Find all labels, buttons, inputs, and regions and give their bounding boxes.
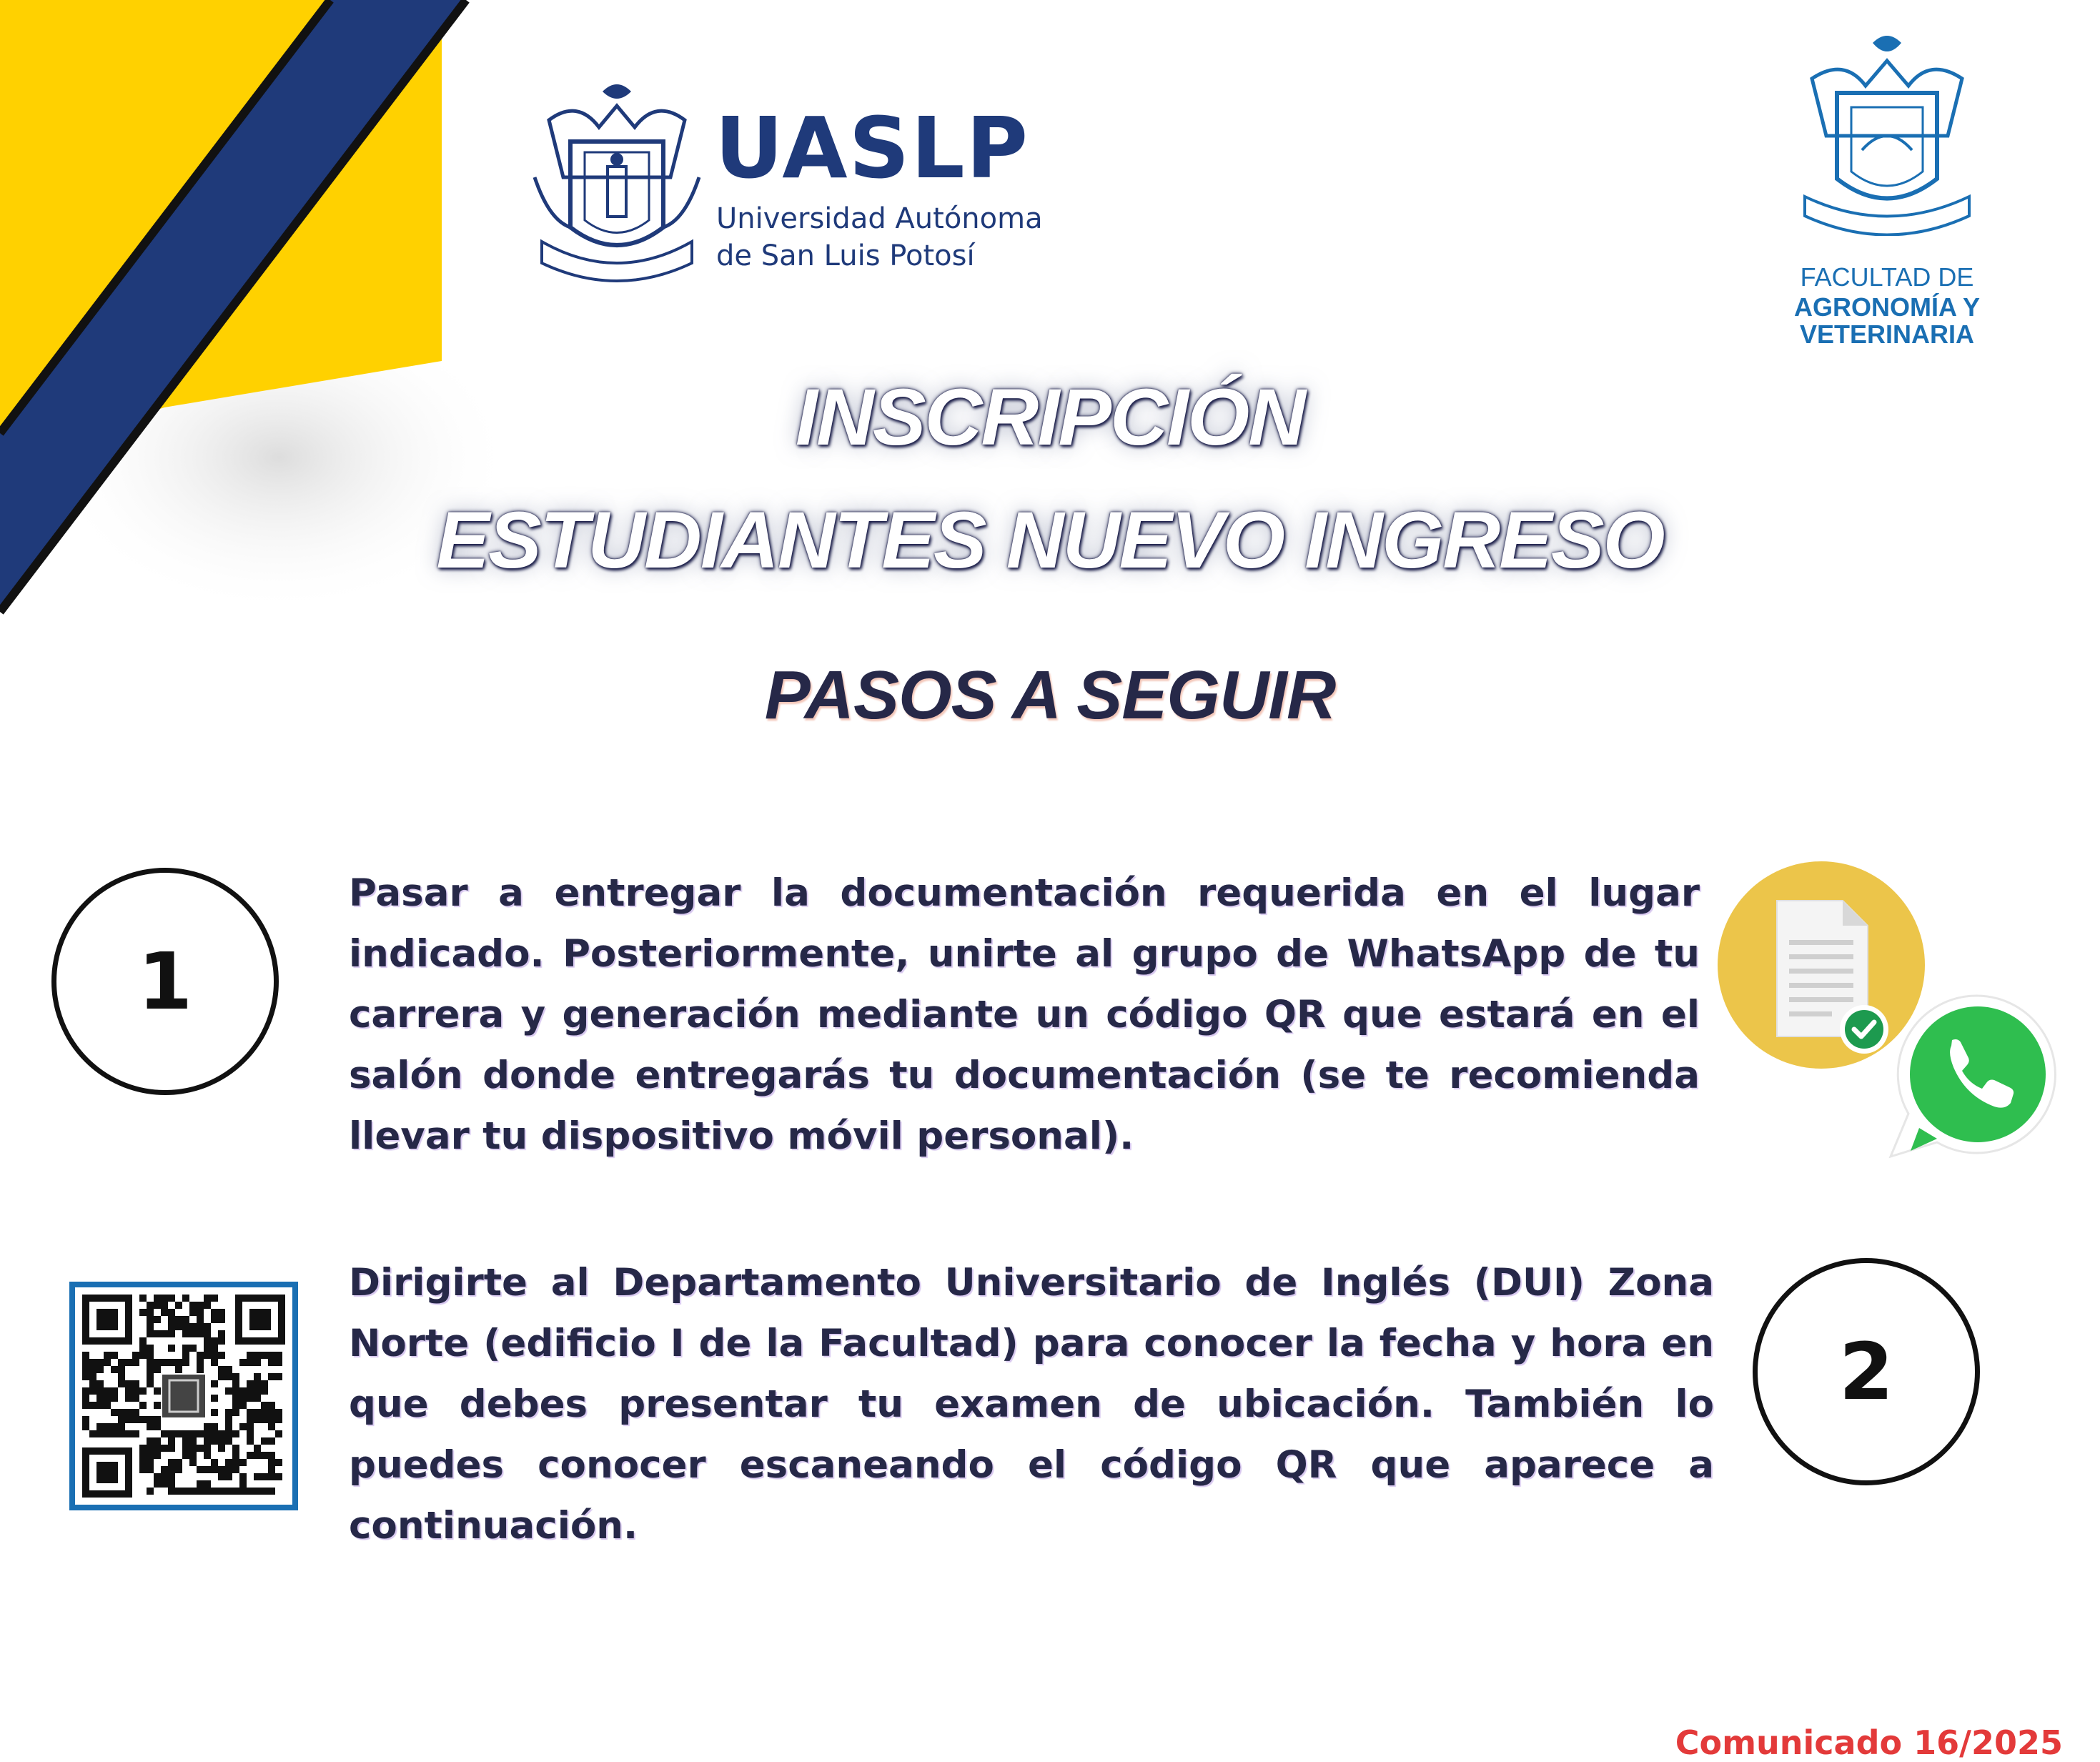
university-name-line2: de San Luis Potosí: [716, 239, 975, 272]
step-2-number: 2: [1838, 1326, 1894, 1417]
step-2-badge: [1753, 1258, 1980, 1485]
faculty-logo: [1765, 29, 2009, 357]
faculty-name-line1: FACULTAD DE: [1800, 262, 1974, 292]
page-title-line1: INSCRIPCIÓN: [795, 372, 1305, 462]
faculty-eagle-seal: [1794, 29, 1980, 236]
qr-code[interactable]: [69, 1282, 298, 1510]
step-1-number: 1: [137, 936, 193, 1027]
page-subtitle: PASOS A SEGUIR: [764, 657, 1336, 733]
uaslp-logo: [528, 77, 1071, 284]
whatsapp-icon: [1876, 985, 2069, 1164]
uaslp-acronym: UASLP: [715, 99, 1030, 197]
step-1-text: Pasar a entregar la documentación requerida en el lugar indicado. Posteriormente, unirte al grupo de WhatsApp de tu carrera y generación mediante un código QR que estará en el salón donde entregarás tu documentación (se te recomienda llevar tu dispositivo móvil personal).: [349, 871, 1700, 1158]
faculty-name-line2: AGRONOMÍA Y: [1793, 292, 1980, 322]
uaslp-eagle-seal: [528, 77, 706, 284]
university-name-line1: Universidad Autónoma: [716, 202, 1043, 235]
page-title-line2: ESTUDIANTES NUEVO INGRESO: [436, 495, 1664, 585]
faculty-name-line3: VETERINARIA: [1799, 320, 1975, 349]
step-1-badge: [51, 868, 279, 1095]
step-2-text: Dirigirte al Departamento Universitario de Inglés (DUI) Zona Norte (edificio I de la Facultad) para conocer la fecha y hora en que debes presentar tu examen de ubicación. También lo puedes conocer escaneando el código QR que aparece a continuación.: [349, 1261, 1714, 1548]
communique-number: Comunicado 16/2025: [1675, 1723, 2063, 1762]
